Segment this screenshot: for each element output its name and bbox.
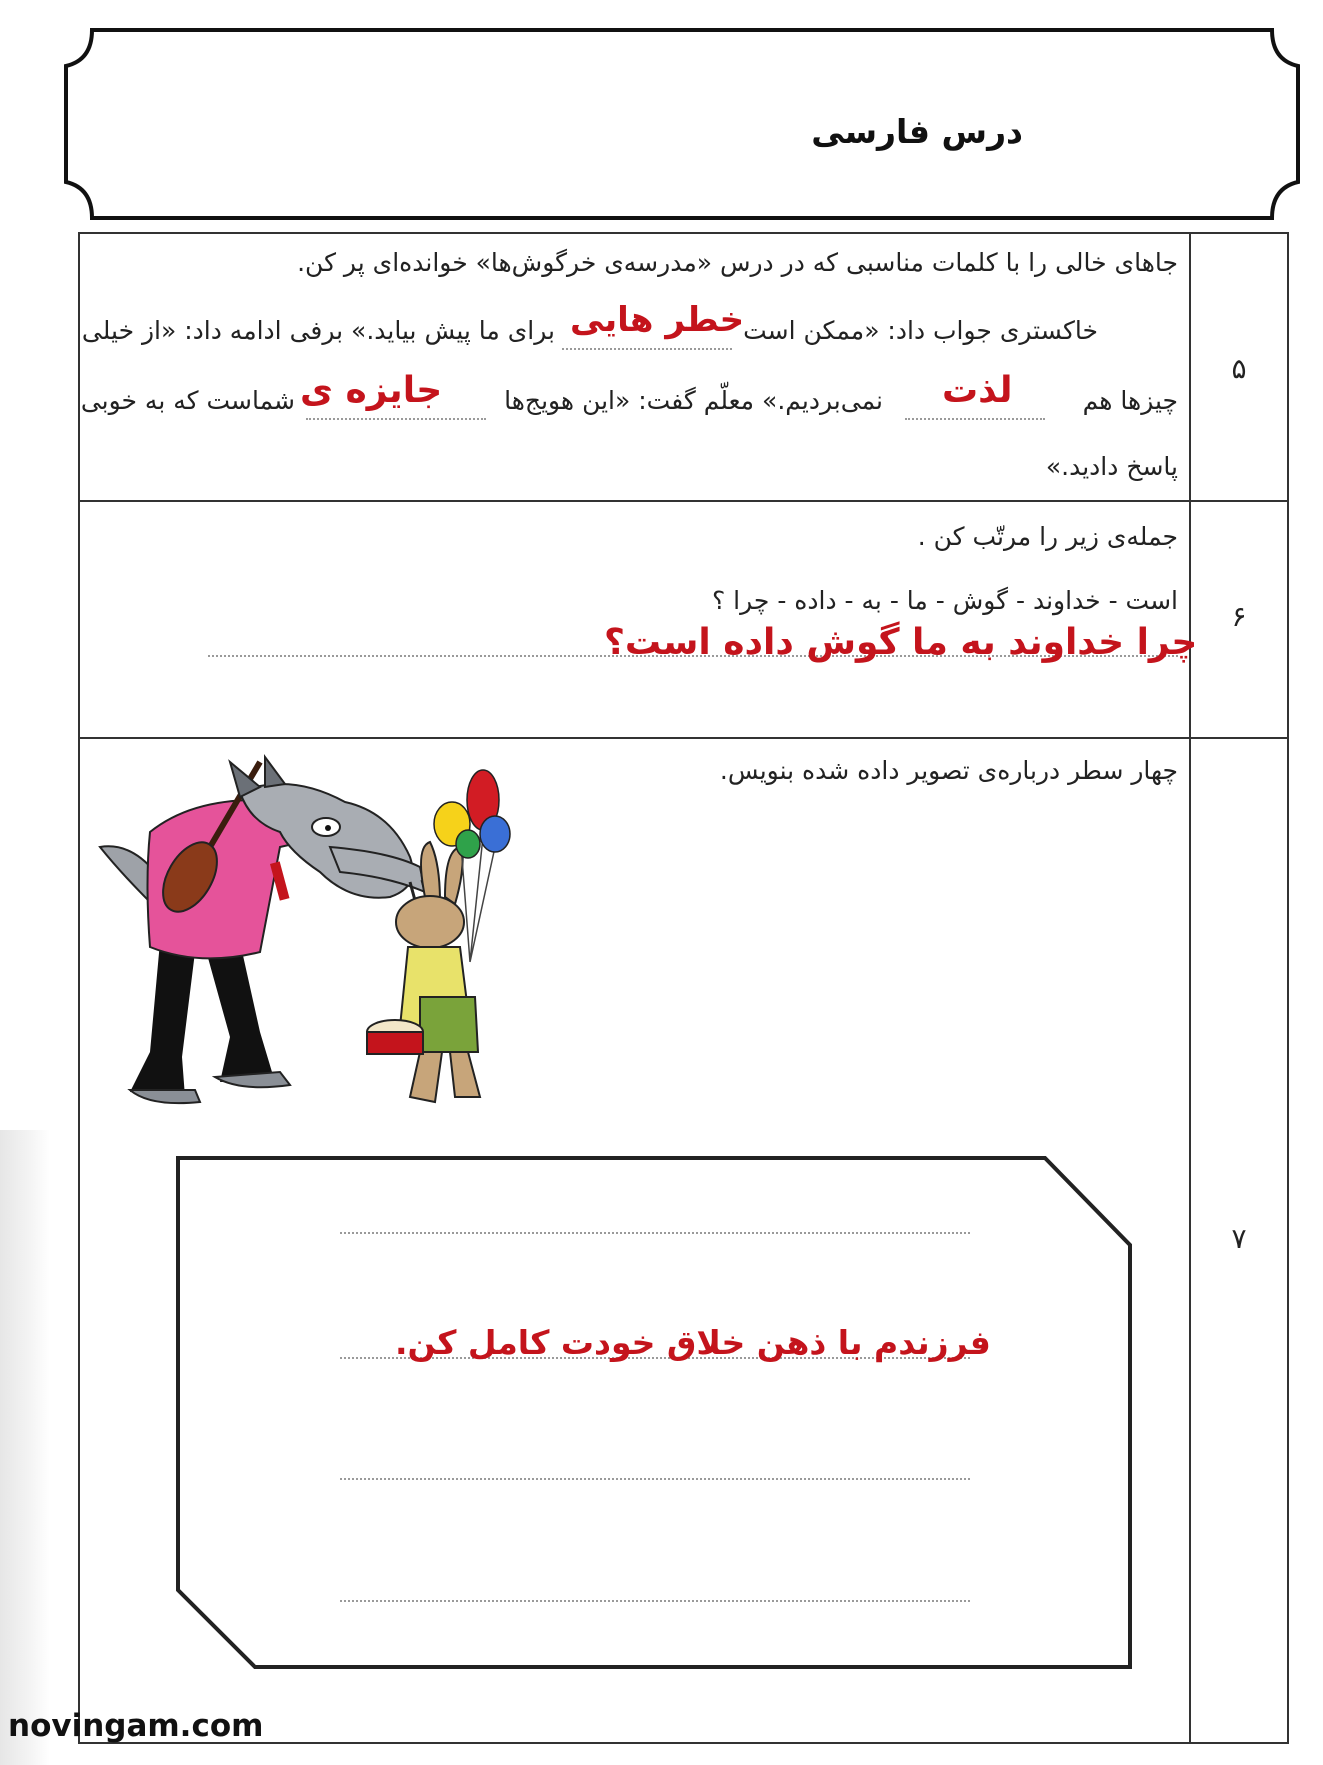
q5-blank-2 — [905, 418, 1045, 420]
q5-line4: پاسخ دادید.» — [1045, 452, 1178, 481]
q6-words: است - خداوند - گوش - ما - به - داده - چرا ؟ — [711, 586, 1178, 615]
q6-answer: چرا خداوند به ما گوش داده است؟ — [604, 622, 1198, 663]
q7-writing-line-4 — [340, 1600, 970, 1602]
q5-answer-1: خطر هایی — [570, 300, 745, 340]
wolf-and-hare-illustration — [90, 752, 560, 1152]
q5-line2-start: خاکستری جواب داد: «ممکن است — [743, 316, 1098, 345]
question-number-5: ۵ — [1231, 352, 1247, 385]
q7-writing-line-1 — [340, 1232, 970, 1234]
q5-instruction: جاهای خالی را با کلمات مناسبی که در درس «مدرسه‌ی خرگوش‌ها» خوانده‌ای پر کن. — [297, 248, 1178, 277]
q5-answer-2: لذت — [942, 370, 1013, 411]
row-divider-6 — [78, 737, 1289, 739]
q5-answer-3: جایزه ی — [300, 370, 443, 411]
q6-prompt: جمله‌ی زیر را مرتّب کن . — [917, 522, 1178, 551]
q7-writing-line-3 — [340, 1478, 970, 1480]
q5-line3-end: شماست که به خوبی — [80, 386, 295, 415]
q5-line3-start: چیزها هم — [1082, 386, 1178, 415]
page-title: درس فارسی — [811, 112, 1023, 151]
q5-line3-mid: نمی‌بردیم.» معلّم گفت: «این هویج‌ها — [504, 386, 883, 415]
q7-answer: فرزندم با ذهن خلاق خودت کامل کن. — [395, 1323, 991, 1362]
q7-prompt: چهار سطر درباره‌ی تصویر داده شده بنویس. — [719, 756, 1178, 785]
q5-blank-1 — [562, 348, 732, 350]
number-column-divider — [1189, 232, 1191, 1744]
q5-blank-3 — [306, 418, 486, 420]
row-divider-5 — [78, 500, 1289, 502]
header-banner — [62, 26, 1302, 222]
q5-line2-end: برای ما پیش بیاید.» برفی ادامه داد: «از خیلی — [81, 316, 555, 345]
question-number-7: ۷ — [1231, 1222, 1247, 1255]
left-page-shadow — [0, 1130, 50, 1765]
question-number-6: ۶ — [1231, 600, 1247, 633]
watermark: novingam.com — [8, 1708, 264, 1744]
